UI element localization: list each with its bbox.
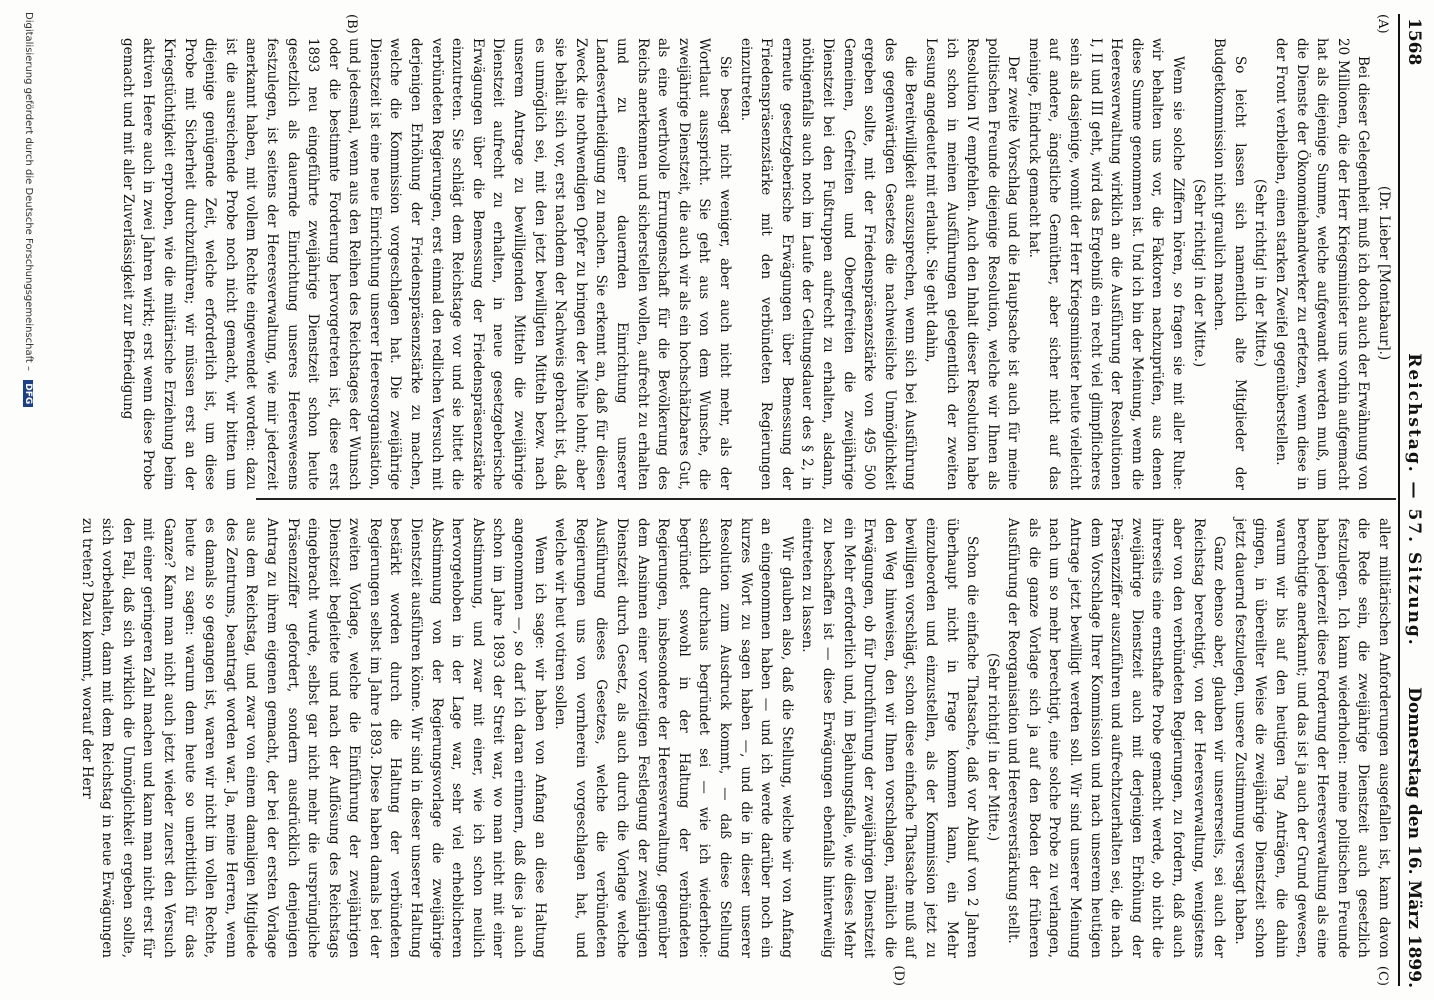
paragraph: Ganz ebenso aber, glauben wir unsererseits, sei auch der Reichstag berechtigt, von der Heeresverwaltung, wenigstens aber von den verbündeten Regierungen, zu fordern, daß auch ihrerseits eine ernsthafte Probe gemacht werde, ob nicht die zweijährige Dienstzeit auch mit derjenigen Erhöhung der Präsenzziffer auszuführen und aufrechtzuerhalten sei, die nach dem Vorschlage Ihrer Kommission und nach unserem heutigen Antrage jetzt bewilligt werden soll. Wir sind unserer Meinung nach um so mehr berechtigt, eine solche Probe zu verlangen, als die ganze Vorlage sich ja auf den Boden der früheren Ausführung der Reorganisation und Heeresverstärkung stellt. [1005,518,1228,958]
left-column [117,38,1394,490]
column-divider [256,498,1396,500]
header-rule [1398,14,1400,986]
paragraph: aller militärischen Anforderungen ausgefallen ist, kann davon die Rede sein, die zweijährige Dienstzeit auch gesetzlich festzulegen. Ich kann wiederholen: meine politischen Freunde haben jederzeit diese Forderung der Heeresverwaltung als eine berechtigte anerkannt; und das ist ja auch der Grund gewesen, warum wir bis auf den heutigen Tag Anträgen, die dahin gingen, in übereilter Weise die zweijährige Dienstzeit schon jetzt dauernd festzulegen, unsere Zustimmung versagt haben. [1231,518,1392,958]
paragraph: Der zweite Vorschlag und die Hauptsache ist auch für meine politischen Freunde diejenige Resolution, welche wir Ihnen als Resolution IV empfehlen. Auch den Inhalt dieser Resolution habe ich schon in meinen Ausführungen gelegentlich der zweiten Lesung angedeutet mit erlaubt. Sie geht dahin, [922,38,1022,490]
interjection: (Sehr richtig! in der Mitte.) [1190,178,1207,368]
margin-mark-a: (A) [1375,14,1390,34]
paragraph: So leicht lassen sich namentlich alte Mitglieder der Budgetkommission nicht graulich machen. [1211,38,1248,490]
footer-text: Digitalisierung gefördert durch die Deutsche Forschungsgemeinschaft – [23,12,34,372]
right-column [76,518,1394,958]
interjection: (Sehr richtig! in der Mitte.) [1252,178,1269,368]
margin-mark-d: (D) [891,965,906,986]
page-number: 1568 [1404,18,1424,66]
interjection: (Sehr richtig! in der Mitte.) [984,652,1001,842]
paragraph: Sie besagt nicht weniger, aber auch nicht mehr, als der Wortlaut ausspricht. Sie geht aus von dem Wunsche, die zweijährige Dienstzeit, die auch wir als ein hochschätzbares Gut, als eine werthvolle Errungenschaft für die Bevölkerung des Reichs anerkennen und sicherstellen wollen, aufrecht zu erhalten und zu einer dauernden Einrichtung unserer Landesvertheidigung zu machen. Sie erkennt an, daß für diesen Zweck die nothwendigen Opfer zu bringen der Mühe lohnt; aber sie behält sich vor, erst nachdem der Nachweis gebracht ist, daß es unmöglich sei, mit den jetzt bewilligten Mitteln bezw. nach unserem Antrage zu bewilligenden Mitteln die zweijährige Dienstzeit aufrecht zu erhalten, in neue gesetzgeberische Erwägungen über die Bemessung der Friedenspräsenzstärke einzutreten. Sie schlägt dem Reichstage vor und sie bittet die verbündeten Regierungen, erst einmal den redlichen Versuch mit derjenigen Erhöhung der Friedenspräsenzstärke zu machen, welche die Kommission vorgeschlagen hat. Die zweijährige Dienstzeit ist eine neue Einrichtung unserer Heeresorganisation, und jedesmal, wenn aus den Reihen des Reichstages der Wunsch oder die bestimmte Forderung hervorgetreten ist, diese erst 1893 neu eingeführte zweijährige Dienstzeit schon heute gesetzlich als dauernde Einrichtung unseres Heereswesens festzulegen, ist seitens der Heeresverwaltung, wie mir jederzeit anerkannt haben, mit vollem Rechte eingewendet worden: dazu ist die ausreichende Probe noch nicht gemacht, wir bitten um diejenige genügende Zeit, welche erforderlich ist, um diese Probe mit Sicherheit durchzuführen; wir müssen erst an der Kriegstüchtigkeit erproben, wie die militärische Erziehung beim aktiven Heere auch in zwei Jahren wirkt; erst wenn diese Probe gemacht und mit aller Zuverlässigkeit zur Befriedigung [119,38,733,490]
running-date: Donnerstag den 16. März 1899. [1404,687,1424,988]
paragraph: Wenn ich sage: wir haben von Anfang an diese Haltung angenommen —, so darf ich daran erinnern, daß dies ja auch schon im Jahre 1893 der Streit war, wo man nicht mit einer Abstimmung, und zwar mit einer, wie ich schon neulich hervorgehoben in der Lage war, sehr viel erheblicheren Abstimmung von der Regierungsvorlage die zweijährige Dienstzeit ausführen könne. Wir sind in dieser unserer Haltung bestärkt worden durch die Haltung der verbündeten Regierungen selbst im Jahre 1893. Diese haben damals bei der zweiten Vorlage, welche die Einführung der zweijährigen Dienstzeit begleitete und nach der Auflösung des Reichstags eingebracht wurde, selbst gar nicht mehr die ursprüngliche Präsenzziffer gefordert, sondern ausdrücklich denjenigen Antrag zu ihrem eigenen gemacht, der bei der ersten Vorlage aus dem Reichstag, und zwar von einem damaligen Mitgliede des Zentrums, beantragt worden war. Ja, meine Herren, wenn es damals so gegangen ist, waren wir nicht im vollen Rechte, heute zu sagen: warum denn heute so unerbittlich für das Ganze? Kann man nicht auch jetzt wieder zuerst den Versuch mit einer geringeren Zahl machen und kann man nicht erst für den Fall, daß sich wirklich die Unmöglichkeit ergeben sollte, sich vorbehalten, dann mit dem Reichstag in neue Erwägungen zu treten? Dazu kommt, worauf der Herr [78,518,548,958]
digitization-footer [23,12,34,407]
paragraph: Wenn sie solche Ziffern hören, so fragen sie mit aller Ruhe: wir behalten uns vor, die Faktoren nachzuprüfen, aus denen diese Summe genommen ist. Und ich bin der Meinung, wenn die Heeresverwaltung wirklich an die Ausführung der Resolutionen I, II und III geht, wird das Ergebniß ein recht viel glimpflicheres sein als dasjenige, womit der Herr Kriegsminister heute vielleicht auf andere, ängstliche Gemüther, aber sicher nicht auf das meinige, Eindruck gemacht hat. [1025,38,1187,490]
paragraph: Bei dieser Gelegenheit muß ich doch auch der Erwähnung von 20 Millionen, die der Herr Kriegsminister uns vorhin aufgemacht hat als diejenige Summe, welche aufgewandt werden muß, um die Dienste der Ökonomiehandwerker zu erfetzen, wenn diese in der Front verbleiben, einen starken Zweifel gegenüberstellen. [1273,38,1372,490]
running-head: Reichstag. — 57. Sitzung. [1404,353,1424,647]
margin-mark-c: (C) [1375,965,1390,986]
paragraph: Schon die einfache Thatsache, daß vor Ablauf von 2 Jahren überhaupt nicht in Frage kommen kann, ein Mehr einzubeorden und einzustellen, als der Kommission jetzt zu bewilligen vorschlägt, schon diese einfache Thatsache muß auf den Weg hinweisen, den wir Ihnen vorschlagen, nämlich die Erwägungen, ob für Durchführung der zweijährigen Dienstzeit ein Mehr erforderlich und, im Bejahungsfalle, wie dieses Mehr zu beschaffen ist — diese Erwägungen ebenfalls hinterweilig eintreten zu lassen. [799,518,981,958]
paragraph: Wir glauben also, daß die Stellung, welche wir von Anfang an eingenommen haben — und ich werde darüber noch ein kurzes Wort zu sagen haben —, und die in dieser unserer Resolution zum Ausdruck kommt, — daß diese Stellung sachlich durchaus begründet sei — wie ich wiederhole: begründet sowohl in der Haltung der verbündeten Regierungen, insbesondere der Heeresverwaltung, gegenüber dem Ansinnen einer vorzeitigen Festlegung der zweijährigen Dienstzeit durch Gesetz, als auch durch die Vorlage welche Ausführung dieses Gesetzes, welche die verbündeten Regierungen uns von vornherein vorgeschlagen hat, und welche wir heut votiren sollen. [552,518,795,958]
dfg-logo: DFG [23,380,33,407]
margin-mark-b: (B) [344,14,359,34]
page-header [1404,0,1434,1000]
quoted-resolution: die Bereitwilligkeit auszusprechen, wenn sich bei Ausführung des gegenwärtigen Gesetzes die nachweisliche Unmöglichkeit ergeben sollte, mit der Friedenspräsenzstärke von 495 500 Gemeinen, Gefreiten und Obergefreiten die zweijährige Dienstzeit bei den Fußtruppen aufrecht zu erhalten, alsdann, nöthigenfalls auch noch im Laufe der Geltungsdauer des § 2, in erneute gesetzgeberische Erwägungen über Bemessung der Friedenspräsenzstärke mit den verbündeten Regierungen einzutreten. [737,38,919,490]
speaker-line: (Dr. Lieber [Montabaur].) [1376,185,1392,361]
